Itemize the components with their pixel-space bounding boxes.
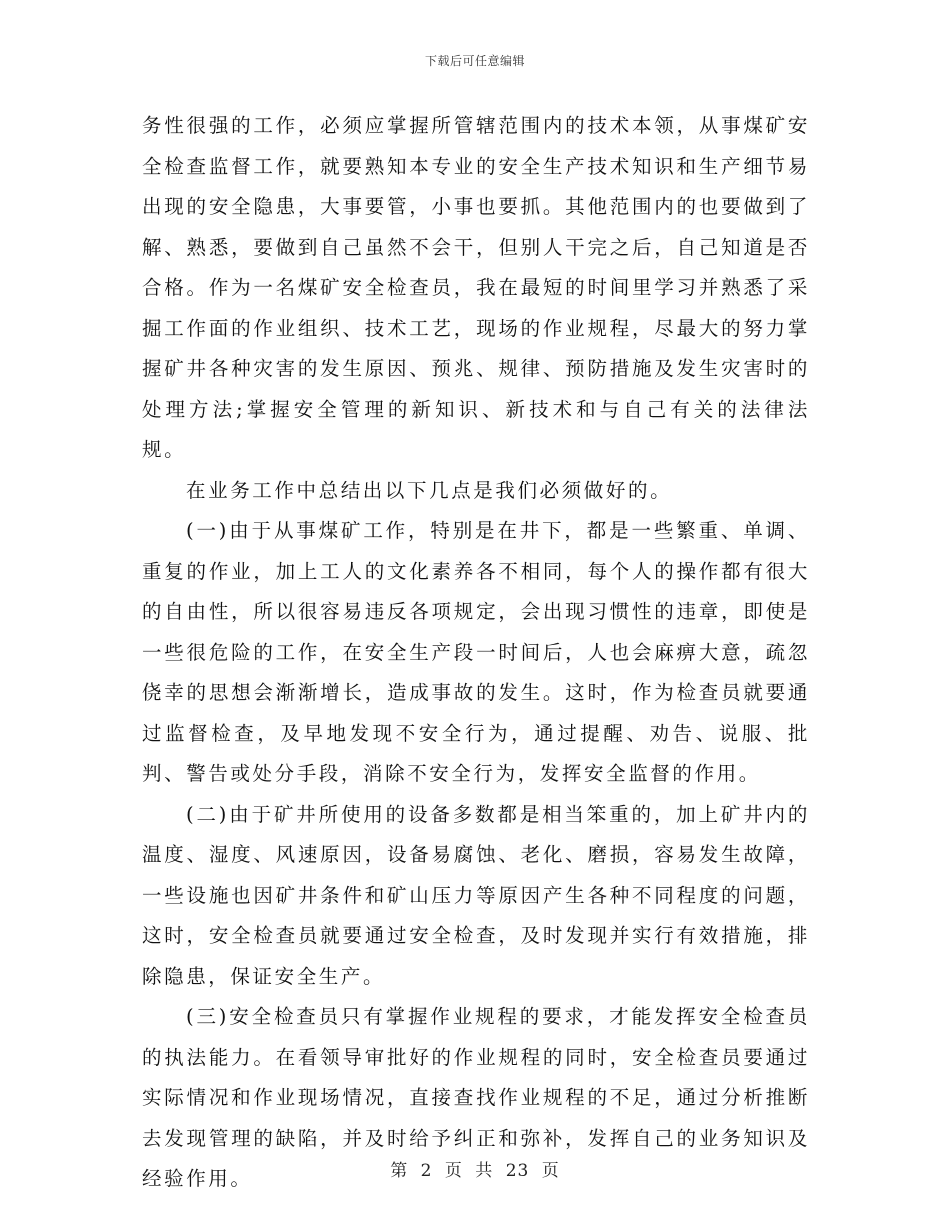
- page-footer-number: 第 2 页 共 23 页: [390, 1161, 560, 1181]
- paragraph-summary-intro: 在业务工作中总结出以下几点是我们必须做好的。: [186, 478, 673, 502]
- paragraph-point-three: (三)安全检查员只有掌握作业规程的要求，才能发挥安全检查员的执法能力。在看领导审批好的作业规程的同时，安全检查员要通过实际情况和作业现场情况，直接查找作业规程的不足，通过分析推断去发现管理的缺陷，并及时给予纠正和弥补，发挥自己的业务知识及经验作用。: [142, 1005, 810, 1190]
- document-body: [142, 106, 810, 1200]
- paragraph-point-two: (二)由于矿井所使用的设备多数都是相当笨重的，加上矿井内的温度、湿度、风速原因，设备易腐蚀、老化、磨损，容易发生故障，一些设施也因矿井条件和矿山压力等原因产生各种不同程度的问题，这时，安全检查员就要通过安全检查，及时发现并实行有效措施，排除隐患，保证安全生产。: [142, 802, 810, 988]
- paragraph-continued: 务性很强的工作，必须应掌握所管辖范围内的技术本领，从事煤矿安全检查监督工作，就要熟知本专业的安全生产技术知识和生产细节易出现的安全隐患，大事要管，小事也要抓。其他范围内的也要做到了解、熟悉，要做到自己虽然不会干，但别人干完之后，自己知道是否合格。作为一名煤矿安全检查员，我在最短的时间里学习并熟悉了采掘工作面的作业组织、技术工艺，现场的作业规程，尽最大的努力掌握矿井各种灾害的发生原因、预兆、规律、预防措施及发生灾害时的处理方法;掌握安全管理的新知识、新技术和与自己有关的法律法规。: [142, 114, 810, 461]
- page-header-note: 下载后可任意编辑: [424, 54, 525, 68]
- paragraph-point-one: (一)由于从事煤矿工作，特别是在井下，都是一些繁重、单调、重复的作业，加上工人的文化素养各不相同，每个人的操作都有很大的自由性，所以很容易违反各项规定，会出现习惯性的违章，即使是一些很危险的工作，在安全生产段一时间后，人也会麻痹大意，疏忽侥幸的思想会渐渐增长，造成事故的发生。这时，作为检查员就要通过监督检查，及早地发现不安全行为，通过提醒、劝告、说服、批判、警告或处分手段，消除不安全行为，发挥安全监督的作用。: [142, 519, 810, 785]
